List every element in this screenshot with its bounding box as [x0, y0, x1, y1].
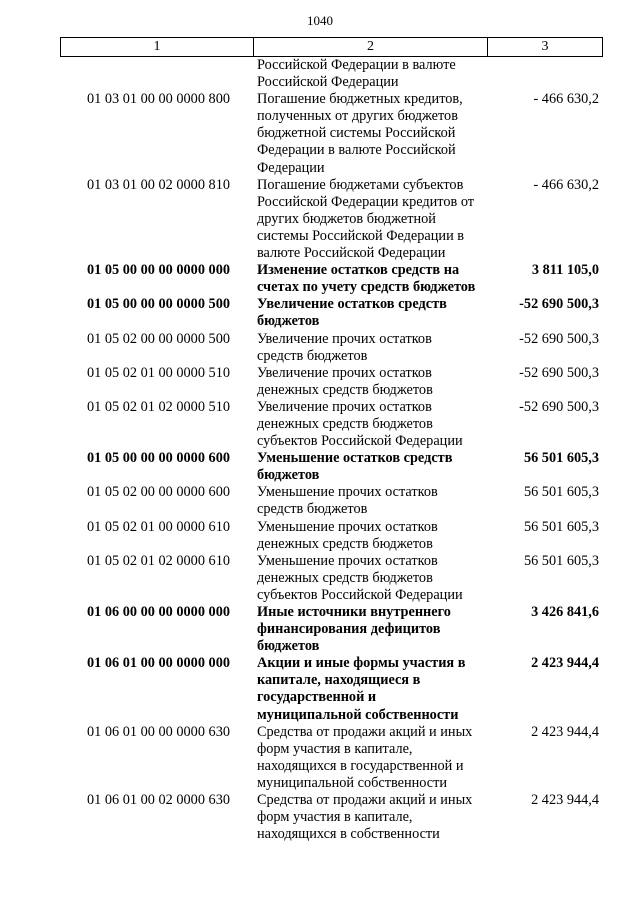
row-description — [257, 604, 505, 655]
description-line: денежных средств бюджетов — [257, 535, 433, 552]
description-line: Уменьшение прочих остатков — [257, 552, 438, 569]
table-row — [60, 296, 603, 330]
description-line: Федерации в валюте Российской — [257, 142, 456, 159]
row-value: 2 423 944,4 — [531, 792, 599, 809]
row-value: -52 690 500,3 — [519, 330, 599, 347]
description-line: других бюджетов бюджетной — [257, 210, 436, 227]
table-row — [60, 91, 603, 176]
header-col-1: 1 — [61, 38, 254, 56]
row-description — [257, 296, 505, 330]
description-line: Погашение бюджетных кредитов, — [257, 91, 463, 108]
row-description — [257, 177, 505, 262]
description-line: Российской Федерации — [257, 74, 399, 91]
description-line: денежных средств бюджетов — [257, 415, 433, 432]
description-line: Увеличение прочих остатков — [257, 330, 432, 347]
table-body — [60, 57, 603, 843]
description-line: финансирования дефицитов — [257, 621, 441, 638]
row-value: 56 501 605,3 — [523, 552, 599, 569]
row-value: 56 501 605,3 — [523, 484, 599, 501]
row-code: 01 06 01 00 02 0000 630 — [87, 792, 230, 809]
row-value: 2 423 944,4 — [531, 655, 599, 672]
row-value: 3 811 105,0 — [531, 262, 599, 279]
table-row — [60, 792, 603, 843]
row-value: 56 501 605,3 — [523, 518, 599, 535]
page-number: 1040 — [307, 13, 333, 28]
description-line: полученных от других бюджетов — [257, 108, 458, 125]
description-line: муниципальной собственности — [257, 774, 448, 791]
row-value: - 466 630,2 — [533, 176, 599, 193]
row-description — [257, 57, 505, 91]
row-description — [257, 724, 505, 792]
description-line: находящихся в государственной и — [257, 757, 464, 774]
description-line: Российской Федерации в валюте — [257, 57, 456, 73]
description-line: бюджетной системы Российской — [257, 125, 456, 142]
row-description — [257, 792, 505, 843]
row-value: 3 426 841,6 — [531, 604, 599, 620]
description-line: Увеличение прочих остатков — [257, 364, 432, 381]
row-description — [257, 553, 505, 604]
row-description — [257, 655, 505, 723]
row-description — [257, 91, 505, 176]
table-row — [60, 724, 603, 792]
row-description — [257, 484, 505, 518]
row-value: -52 690 500,3 — [519, 364, 599, 381]
row-description — [257, 399, 505, 450]
description-line: бюджетов — [257, 313, 320, 330]
table-row — [60, 484, 603, 518]
description-line: Иные источники внутреннего — [257, 604, 451, 620]
table-row — [60, 553, 603, 604]
description-line: Увеличение прочих остатков — [257, 398, 432, 415]
row-code: 01 05 02 01 02 0000 510 — [87, 398, 230, 415]
row-value: 2 423 944,4 — [531, 723, 599, 740]
description-line: бюджетов — [257, 638, 320, 655]
description-line: денежных средств бюджетов — [257, 381, 433, 398]
description-line: Российской Федерации кредитов от — [257, 193, 475, 210]
description-line: системы Российской Федерации в — [257, 227, 465, 244]
table-row — [60, 177, 603, 262]
description-line: субъектов Российской Федерации — [257, 586, 463, 603]
description-line: Изменение остатков средств на — [257, 262, 460, 279]
description-line: форм участия в капитале, — [257, 809, 413, 826]
table-header — [60, 37, 603, 57]
row-description — [257, 365, 505, 399]
row-value: - 466 630,2 — [533, 91, 599, 108]
table-row — [60, 365, 603, 399]
description-line: Увеличение остатков средств — [257, 296, 447, 313]
table-row — [60, 57, 603, 91]
description-line: счетах по учету средств бюджетов — [257, 279, 476, 296]
row-description — [257, 450, 505, 484]
description-line: Уменьшение прочих остатков — [257, 518, 438, 535]
row-code: 01 05 00 00 00 0000 600 — [87, 450, 230, 467]
row-value: 56 501 605,3 — [523, 450, 599, 467]
row-value: -52 690 500,3 — [519, 398, 599, 415]
description-line: средств бюджетов — [257, 501, 368, 518]
header-col-3: 3 — [541, 39, 549, 54]
row-code: 01 06 01 00 00 0000 000 — [87, 655, 230, 672]
description-line: Уменьшение остатков средств — [257, 450, 453, 467]
row-code — [60, 57, 257, 91]
description-line: Погашение бюджетами субъектов — [257, 176, 464, 193]
description-line: Средства от продажи акций и иных — [257, 723, 473, 740]
description-line: находящихся в собственности — [257, 826, 440, 843]
description-line: денежных средств бюджетов — [257, 569, 433, 586]
table-row — [60, 331, 603, 365]
row-code: 01 05 00 00 00 0000 500 — [87, 296, 230, 313]
table-row — [60, 519, 603, 553]
description-line: Средства от продажи акций и иных — [257, 792, 473, 809]
row-value: -52 690 500,3 — [519, 296, 599, 313]
table-row — [60, 399, 603, 450]
description-line: капитале, находящиеся в — [257, 672, 421, 689]
description-line: Уменьшение прочих остатков — [257, 484, 438, 501]
row-description — [257, 262, 505, 296]
row-code: 01 03 01 00 02 0000 810 — [87, 176, 230, 193]
table-row — [60, 604, 603, 655]
row-code: 01 05 02 01 00 0000 510 — [87, 364, 230, 381]
row-code: 01 05 02 01 00 0000 610 — [87, 518, 230, 535]
description-line: средств бюджетов — [257, 347, 368, 364]
row-code: 01 06 01 00 00 0000 630 — [87, 723, 230, 740]
description-line: муниципальной собственности — [257, 706, 459, 723]
description-line: субъектов Российской Федерации — [257, 433, 463, 450]
row-code: 01 03 01 00 00 0000 800 — [87, 91, 230, 108]
description-line: государственной и — [257, 689, 377, 706]
table-row — [60, 450, 603, 484]
row-code: 01 06 00 00 00 0000 000 — [87, 604, 230, 620]
description-line: валюте Российской Федерации — [257, 245, 446, 262]
row-code: 01 05 02 00 00 0000 600 — [87, 484, 230, 501]
description-line: форм участия в капитале, — [257, 740, 413, 757]
table-row — [60, 655, 603, 723]
header-col-2: 2 — [254, 38, 488, 56]
description-line: бюджетов — [257, 467, 320, 484]
row-value — [505, 57, 603, 91]
row-description — [257, 519, 505, 553]
table-row — [60, 262, 603, 296]
row-description — [257, 331, 505, 365]
row-code: 01 05 00 00 00 0000 000 — [87, 262, 230, 279]
description-line: Акции и иные формы участия в — [257, 655, 466, 672]
description-line: Федерации — [257, 159, 325, 176]
row-code: 01 05 02 01 02 0000 610 — [87, 552, 230, 569]
row-code: 01 05 02 00 00 0000 500 — [87, 330, 230, 347]
